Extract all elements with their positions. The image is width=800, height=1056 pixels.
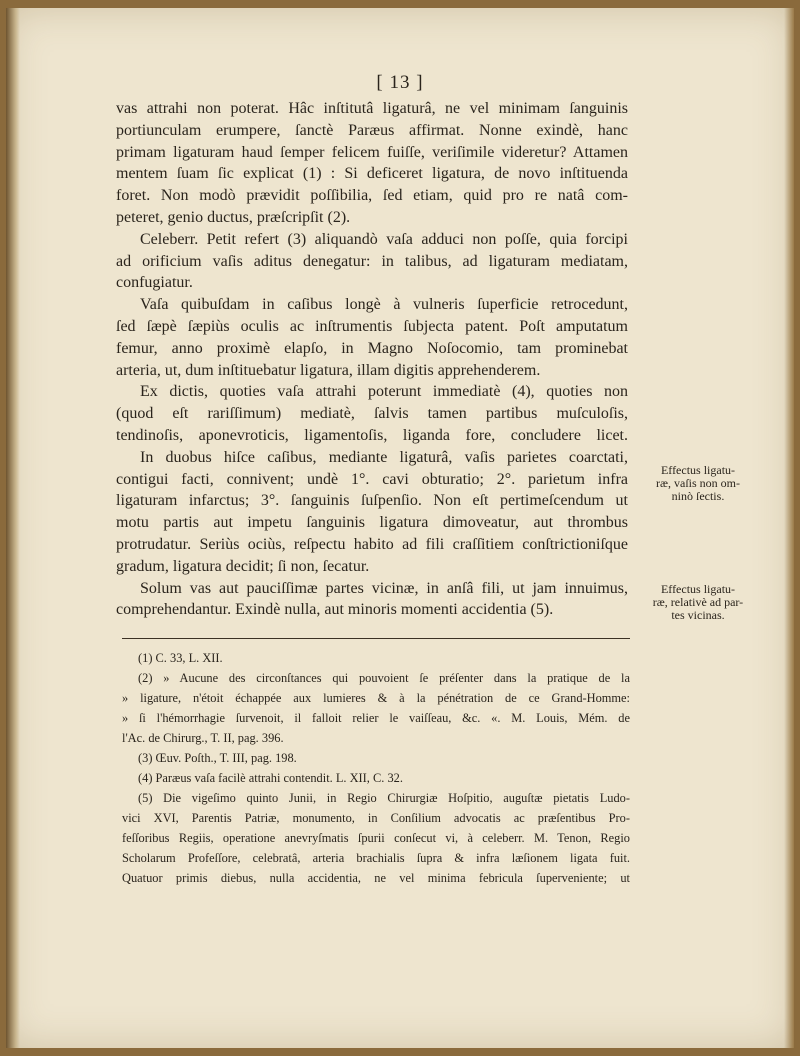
text-line: mentem ſuam ſic explicat (1) : Si deficeret ligatura, de novo inſtituenda [116,165,628,183]
text-line: vas attrahi non poterat. Hâc inſtitutâ ligaturâ, ne vel minimam ſanguinis [116,100,628,117]
margin-note-line: tes vicinas. [671,608,725,622]
text-line: motu partis aut impetu ſanguinis ligatura dimoveatur, aut thrombus [116,514,628,532]
text-line: ad orificium vaſis aditus denegatur: in talibus, ad ligaturam mediatam, [116,252,628,270]
margin-note [638,583,758,622]
page-binding-shadow [6,8,20,1048]
book-page [6,8,794,1048]
text-line: ſed ſæpè ſæpiùs oculis ac inſtrumentis ſubjecta patent. Poſt amputatum [116,317,628,335]
footnote-line: » ſi l'hémorrhagie ſurvenoit, il falloit relier le vaiſſeau, &c. «. M. Louis, Mém. de [122,711,630,725]
footnote-divider [122,638,630,639]
footnotes [122,648,630,888]
text-line: contigui facti, connivent; undè 1°. cavi obturatio; 2°. parietum infra [116,470,628,488]
footnote-line: (3) Œuv. Poſth., T. III, pag. 198. [138,751,297,765]
footnote-line: (4) Paræus vaſa facilè attrahi contendit. L. XII, C. 32. [138,771,403,785]
text-line: femur, anno proximè elapſo, in Magno Noſocomio, tam prominebat [116,339,628,357]
footnote-line: » ligature, n'étoit échappée aux lumieres & à la pénétration de ce Grand-Homme: [122,691,630,705]
footnote-line: (1) C. 33, L. XII. [138,651,223,665]
text-line: confugiatur. [116,274,193,292]
footnote-line: vici XVI, Parentis Patriæ, monumento, in Conſilium advocatis ac præſentibus Pro- [122,811,630,825]
footnote-line: Quatuor primis diebus, nulla accidentia, ne vel minima febricula ſuperveniente; ut [122,871,630,885]
text-line: Solum vas aut pauciſſimæ partes vicinæ, in anſâ fili, ut jam innuimus, [140,579,628,597]
text-line: peteret, genio ductus, præſcripſit (2). [116,208,351,226]
text-line: primam ligaturam haud ſemper felicem fuiſſe, veriſimile videretur? Attamen [116,143,628,161]
margin-note-line: ninò ſectis. [671,489,725,503]
text-line: arteria, ut, dum inſtituebatur ligatura, illam digitis apprehenderem. [116,361,541,379]
text-line: foret. Non modò prævidit poſſibilia, ſed etiam, quid pro re natâ com- [116,187,628,205]
footnote-line: (5) Die vigeſimo quinto Junii, in Regio Chirurgiæ Hoſpitio, auguſtæ pietatis Ludo- [138,791,630,805]
margin-note [638,464,758,503]
margin-note-line: ræ, relativè ad par- [652,595,744,609]
text-line: Vaſa quibuſdam in caſibus longè à vulneris ſuperficie retrocedunt, [140,296,628,314]
text-line: portiunculam erumpere, ſanctè Paræus affirmat. Nonne exindè, hanc [116,121,628,139]
text-line: tendinoſis, aponevroticis, ligamentoſis, liganda fore, concludere licet. [116,426,628,444]
footnote-line: (2) » Aucune des circonſtances qui pouvoient ſe préſenter dans la pratique de la [138,671,630,685]
footnote-line: feſſoribus Regiis, operatione anevryſmatis ſpurii conſecut vi, à celeberr. M. Tenon, Regio [122,831,630,845]
footnote-line: l'Ac. de Chirurg., T. II, pag. 396. [122,731,284,745]
page-number: [ 13 ] [376,72,424,93]
footnote-line: Scholarum Profeſſore, celebratâ, arteria brachialis ſupra & infra læſionem ligata fuit. [122,851,630,865]
text-line: Ex dictis, quoties vaſa attrahi poterunt immediatè (4), quoties non [140,383,628,401]
margin-note-line: Effectus ligatu- [660,582,736,596]
text-line: protrudatur. Seriùs ociùs, reſpectu habito ad fili craſſitiem conſtrictioniſque [116,535,628,553]
margin-note-line: ræ, vaſis non om- [656,476,740,490]
text-line: ligaturam infarctus; 3°. ſanguinis ſuſpenſio. Non eſt pertimeſcendum ut [116,492,628,510]
text-line: gradum, ligatura decidit; ſi non, ſecatur. [116,557,370,575]
text-line: Celeberr. Petit refert (3) aliquandò vaſa adduci non poſſe, quia forcipi [140,230,628,248]
main-text [116,98,628,621]
text-line: In duobus hiſce caſibus, mediante ligaturâ, vaſis parietes coarctati, [140,448,628,466]
text-line: comprehendantur. Exindè nulla, aut minoris momenti accidentia (5). [116,601,554,619]
text-line: (quod eſt rariſſimum) mediatè, ſalvis tamen partibus muſculoſis, [116,405,628,423]
page-edge-shadow [784,8,794,1048]
margin-note-line: Effectus ligatu- [660,463,736,477]
